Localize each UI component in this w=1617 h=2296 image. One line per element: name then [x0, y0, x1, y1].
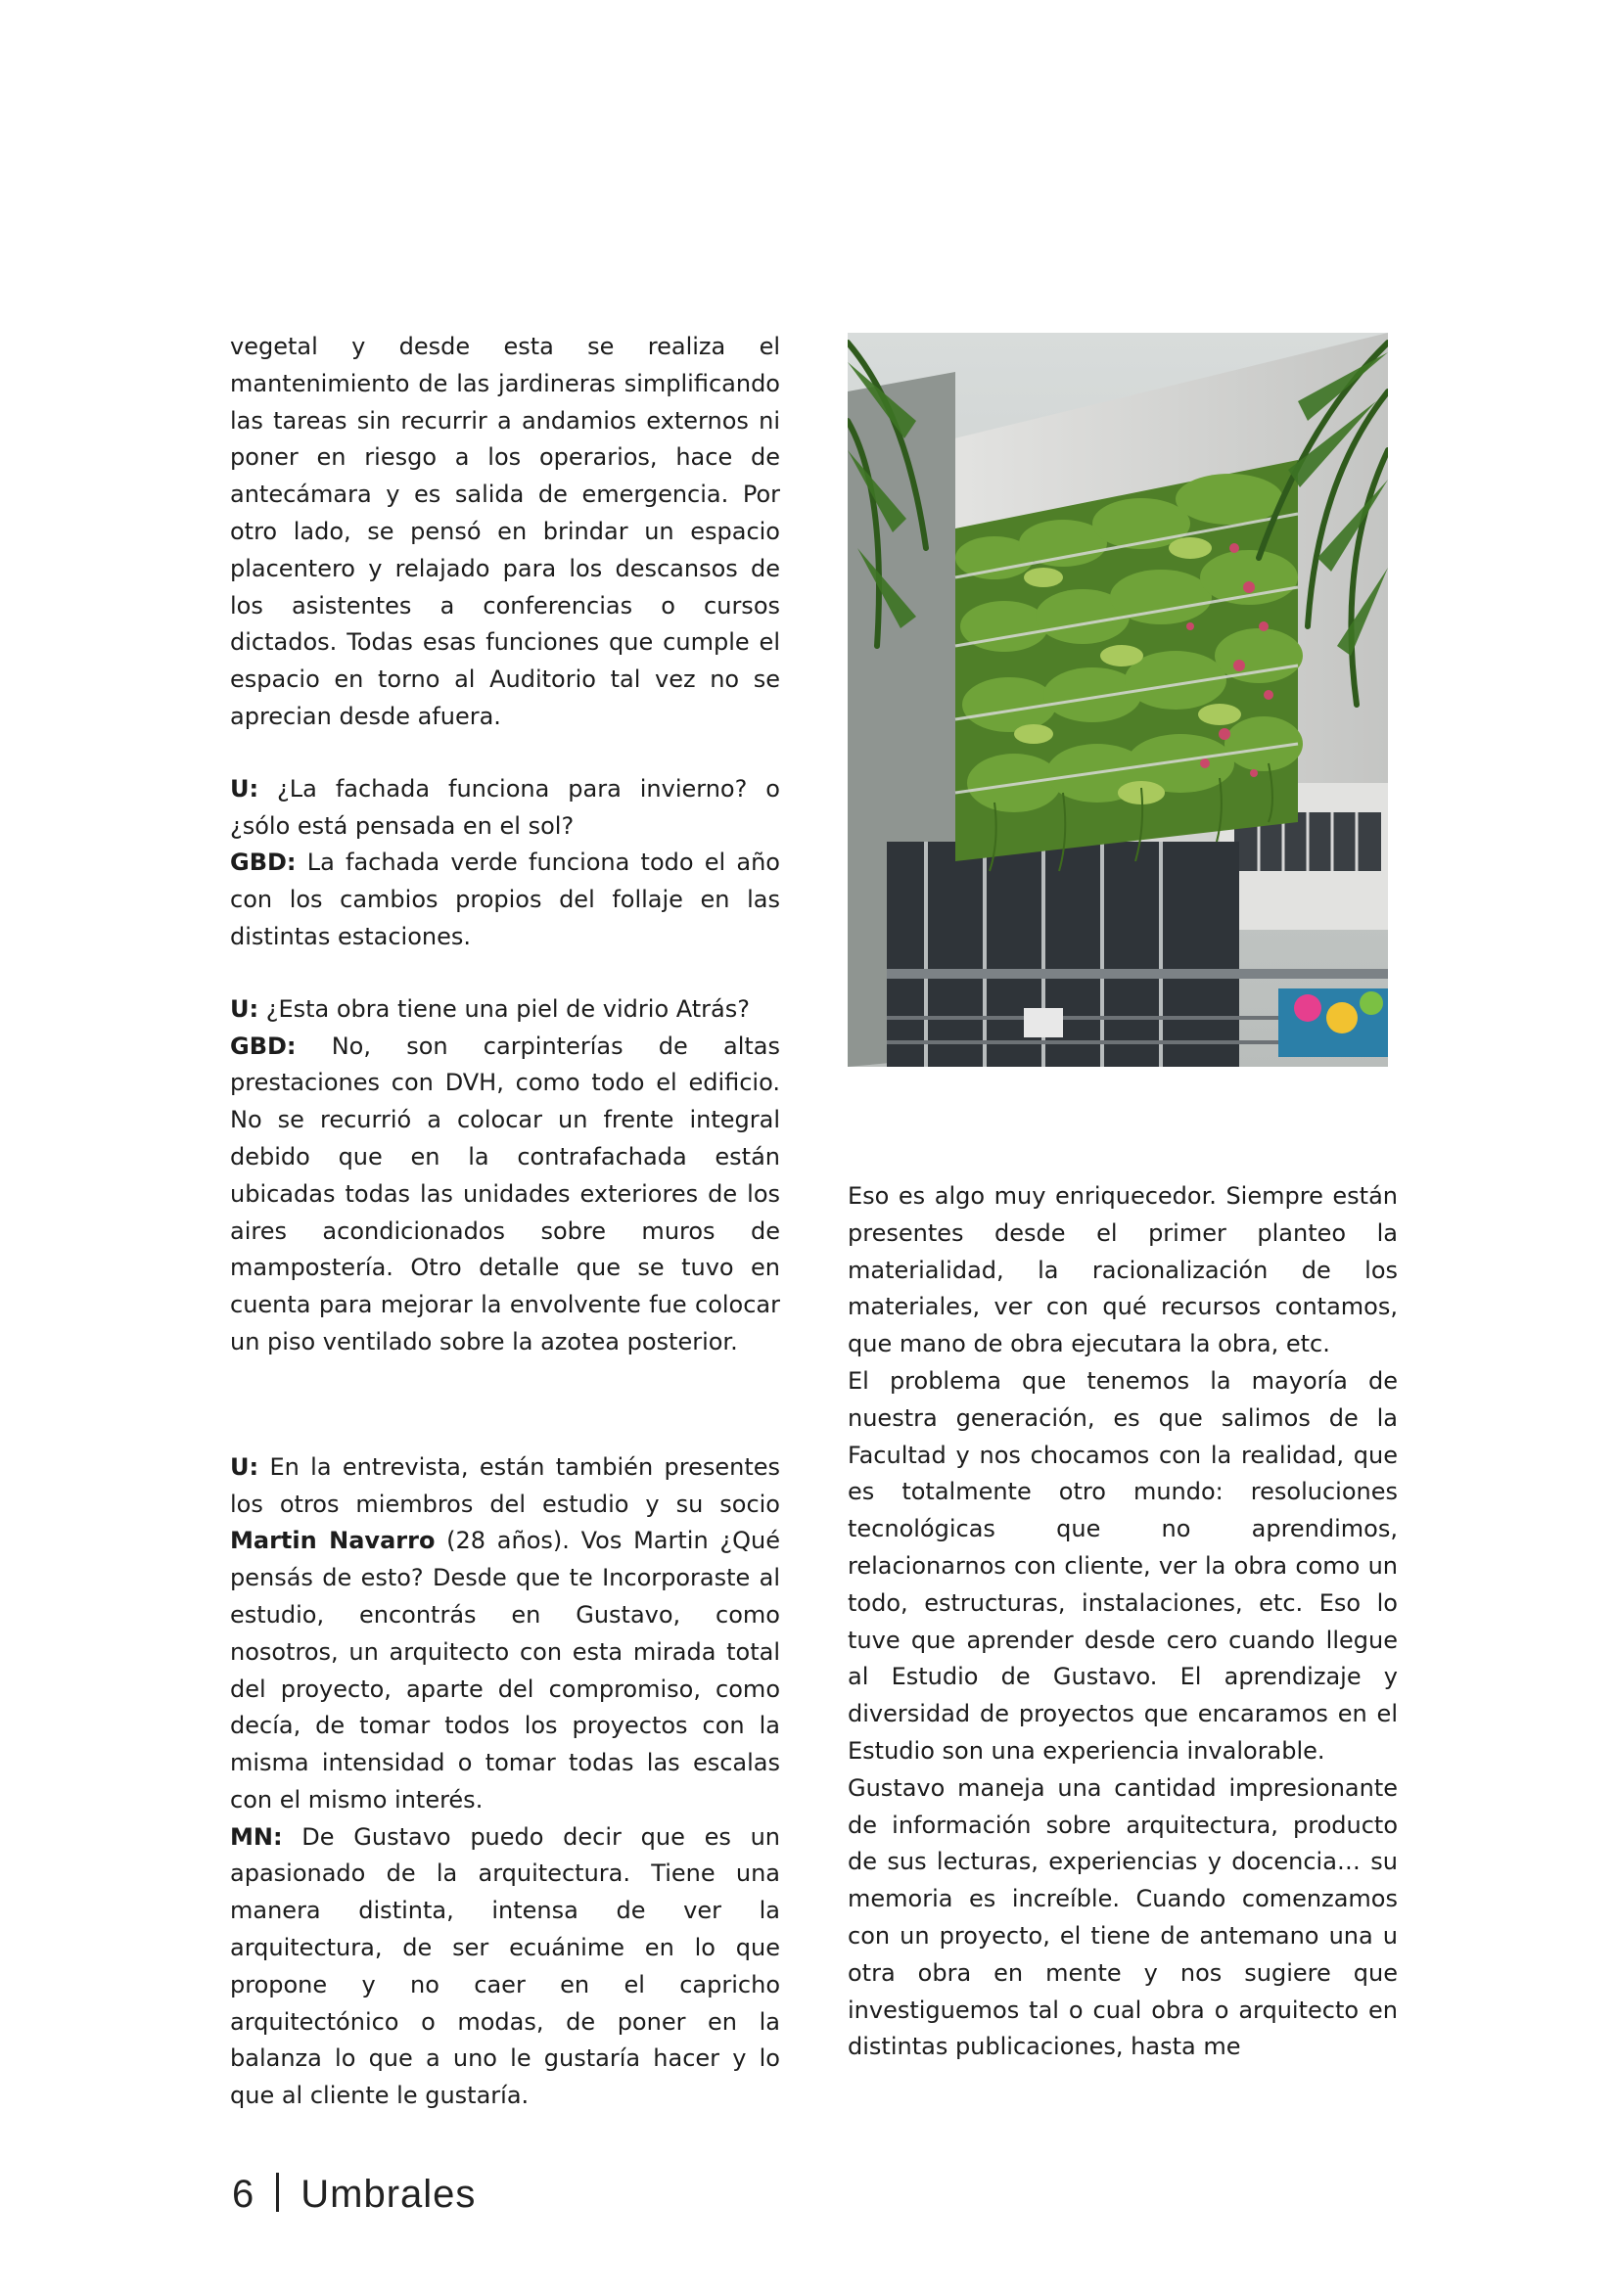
- question-2: [230, 991, 780, 1029]
- footer-divider: [276, 2173, 279, 2212]
- right-paragraph-2: El problema que tenemos la mayoría de nuestra generación, es que salimos de la Facultad y nos chocamos con la realidad, que es totalmente otro mundo: resoluciones tecnológicas que no aprendimos, relacionarnos con cliente, ver la obra como un todo, estructuras, instalaciones, etc. Eso lo tuve que aprender desde cero cuando llegue al Estudio de Gustavo. El aprendizaje y diversidad de proyectos que encaramos en el Estudio son una experiencia invalorable.: [848, 1366, 1398, 1765]
- question-text: ¿La fachada funciona para invierno? o ¿sólo está pensada en el sol?: [230, 774, 780, 840]
- answer-text: No, son carpinterías de altas prestaciones con DVH, como todo el edificio. No se recurrió a colocar un frente integral debido que en la contrafachada están ubicadas todas las unidades exteriores de los aires acondicionados sobre muros de mampostería. Otro detalle que se tuvo en cuenta para mejorar la envolvente fue colocar un piso ventilado sobre la azotea posterior.: [230, 1032, 780, 1355]
- question-3: [230, 1449, 780, 1819]
- question-1: [230, 771, 780, 846]
- green-facade-photo: [848, 333, 1388, 1067]
- answer-text: La fachada verde funciona todo el año con los cambios propios del follaje en las distintas estaciones.: [230, 849, 780, 950]
- speaker-label: U:: [230, 774, 259, 803]
- speaker-label: MN:: [230, 1822, 283, 1851]
- answer-2: [230, 1029, 780, 1361]
- answer-1: [230, 845, 780, 955]
- speaker-label: U:: [230, 1452, 259, 1481]
- intro-paragraph: vegetal y desde esta se realiza el mantenimiento de las jardineras simplificando las tareas sin recurrir a andamios externos ni poner en riesgo a los operarios, hace de antecámara y es salida de emergencia. Por otro lado, se pensó en brindar un espacio placentero y relajado para los descansos de los asistentes a conferencias o cursos dictados. Todas esas funciones que cumple el espacio en torno al Auditorio tal vez no se aprecian desde afuera.: [230, 333, 780, 730]
- page-footer: [232, 2171, 476, 2218]
- publication-name: Umbrales: [300, 2173, 477, 2216]
- question-text: En la entrevista, están también presentes los otros miembros del estudio y su socio: [230, 1452, 780, 1518]
- speaker-label: GBD:: [230, 849, 297, 877]
- right-column: [848, 1178, 1398, 2066]
- left-column: [230, 329, 780, 2115]
- page-number: 6: [232, 2173, 255, 2216]
- right-paragraph-3: Gustavo maneja una cantidad impresionante de información sobre arquitectura, producto de sus lecturas, experiencias y docencia… su memoria es increíble. Cuando comenzamos con un proyecto, el tiene de antemano una u otra obra en mente y nos sugiere que investiguemos tal o cual obra o arquitecto en distintas publicaciones, hasta me: [848, 1773, 1398, 2061]
- right-paragraph-1: Eso es algo muy enriquecedor. Siempre están presentes desde el primer planteo la materialidad, la racionalización de los materiales, ver con qué recursos contamos, que mano de obra ejecutara la obra, etc.: [848, 1182, 1398, 1358]
- speaker-label: GBD:: [230, 1032, 297, 1060]
- question-text: (28 años). Vos Martin ¿Qué pensás de esto? Desde que te Incorporaste al estudio, encontrás en Gustavo, como nosotros, un arquitecto con esta mirada total del proyecto, aparte del compromiso, como decía, de tomar todos los proyectos con la misma intensidad o tomar todas las escalas con el mismo interés.: [230, 1527, 780, 1814]
- answer-text: De Gustavo puedo decir que es un apasionado de la arquitectura. Tiene una manera distinta, intensa de ver la arquitectura, de ser ecuánime en lo que propone y no caer en el capricho arquitectónico o modas, de poner en la balanza lo que a uno le gustaría hacer y lo que al cliente le gustaría.: [230, 1822, 780, 2110]
- speaker-label: U:: [230, 994, 259, 1023]
- question-text: ¿Esta obra tiene una piel de vidrio Atrás?: [258, 994, 750, 1023]
- person-name: Martin Navarro: [230, 1527, 436, 1555]
- answer-3: [230, 1819, 780, 2115]
- building-illustration: [848, 333, 1388, 1067]
